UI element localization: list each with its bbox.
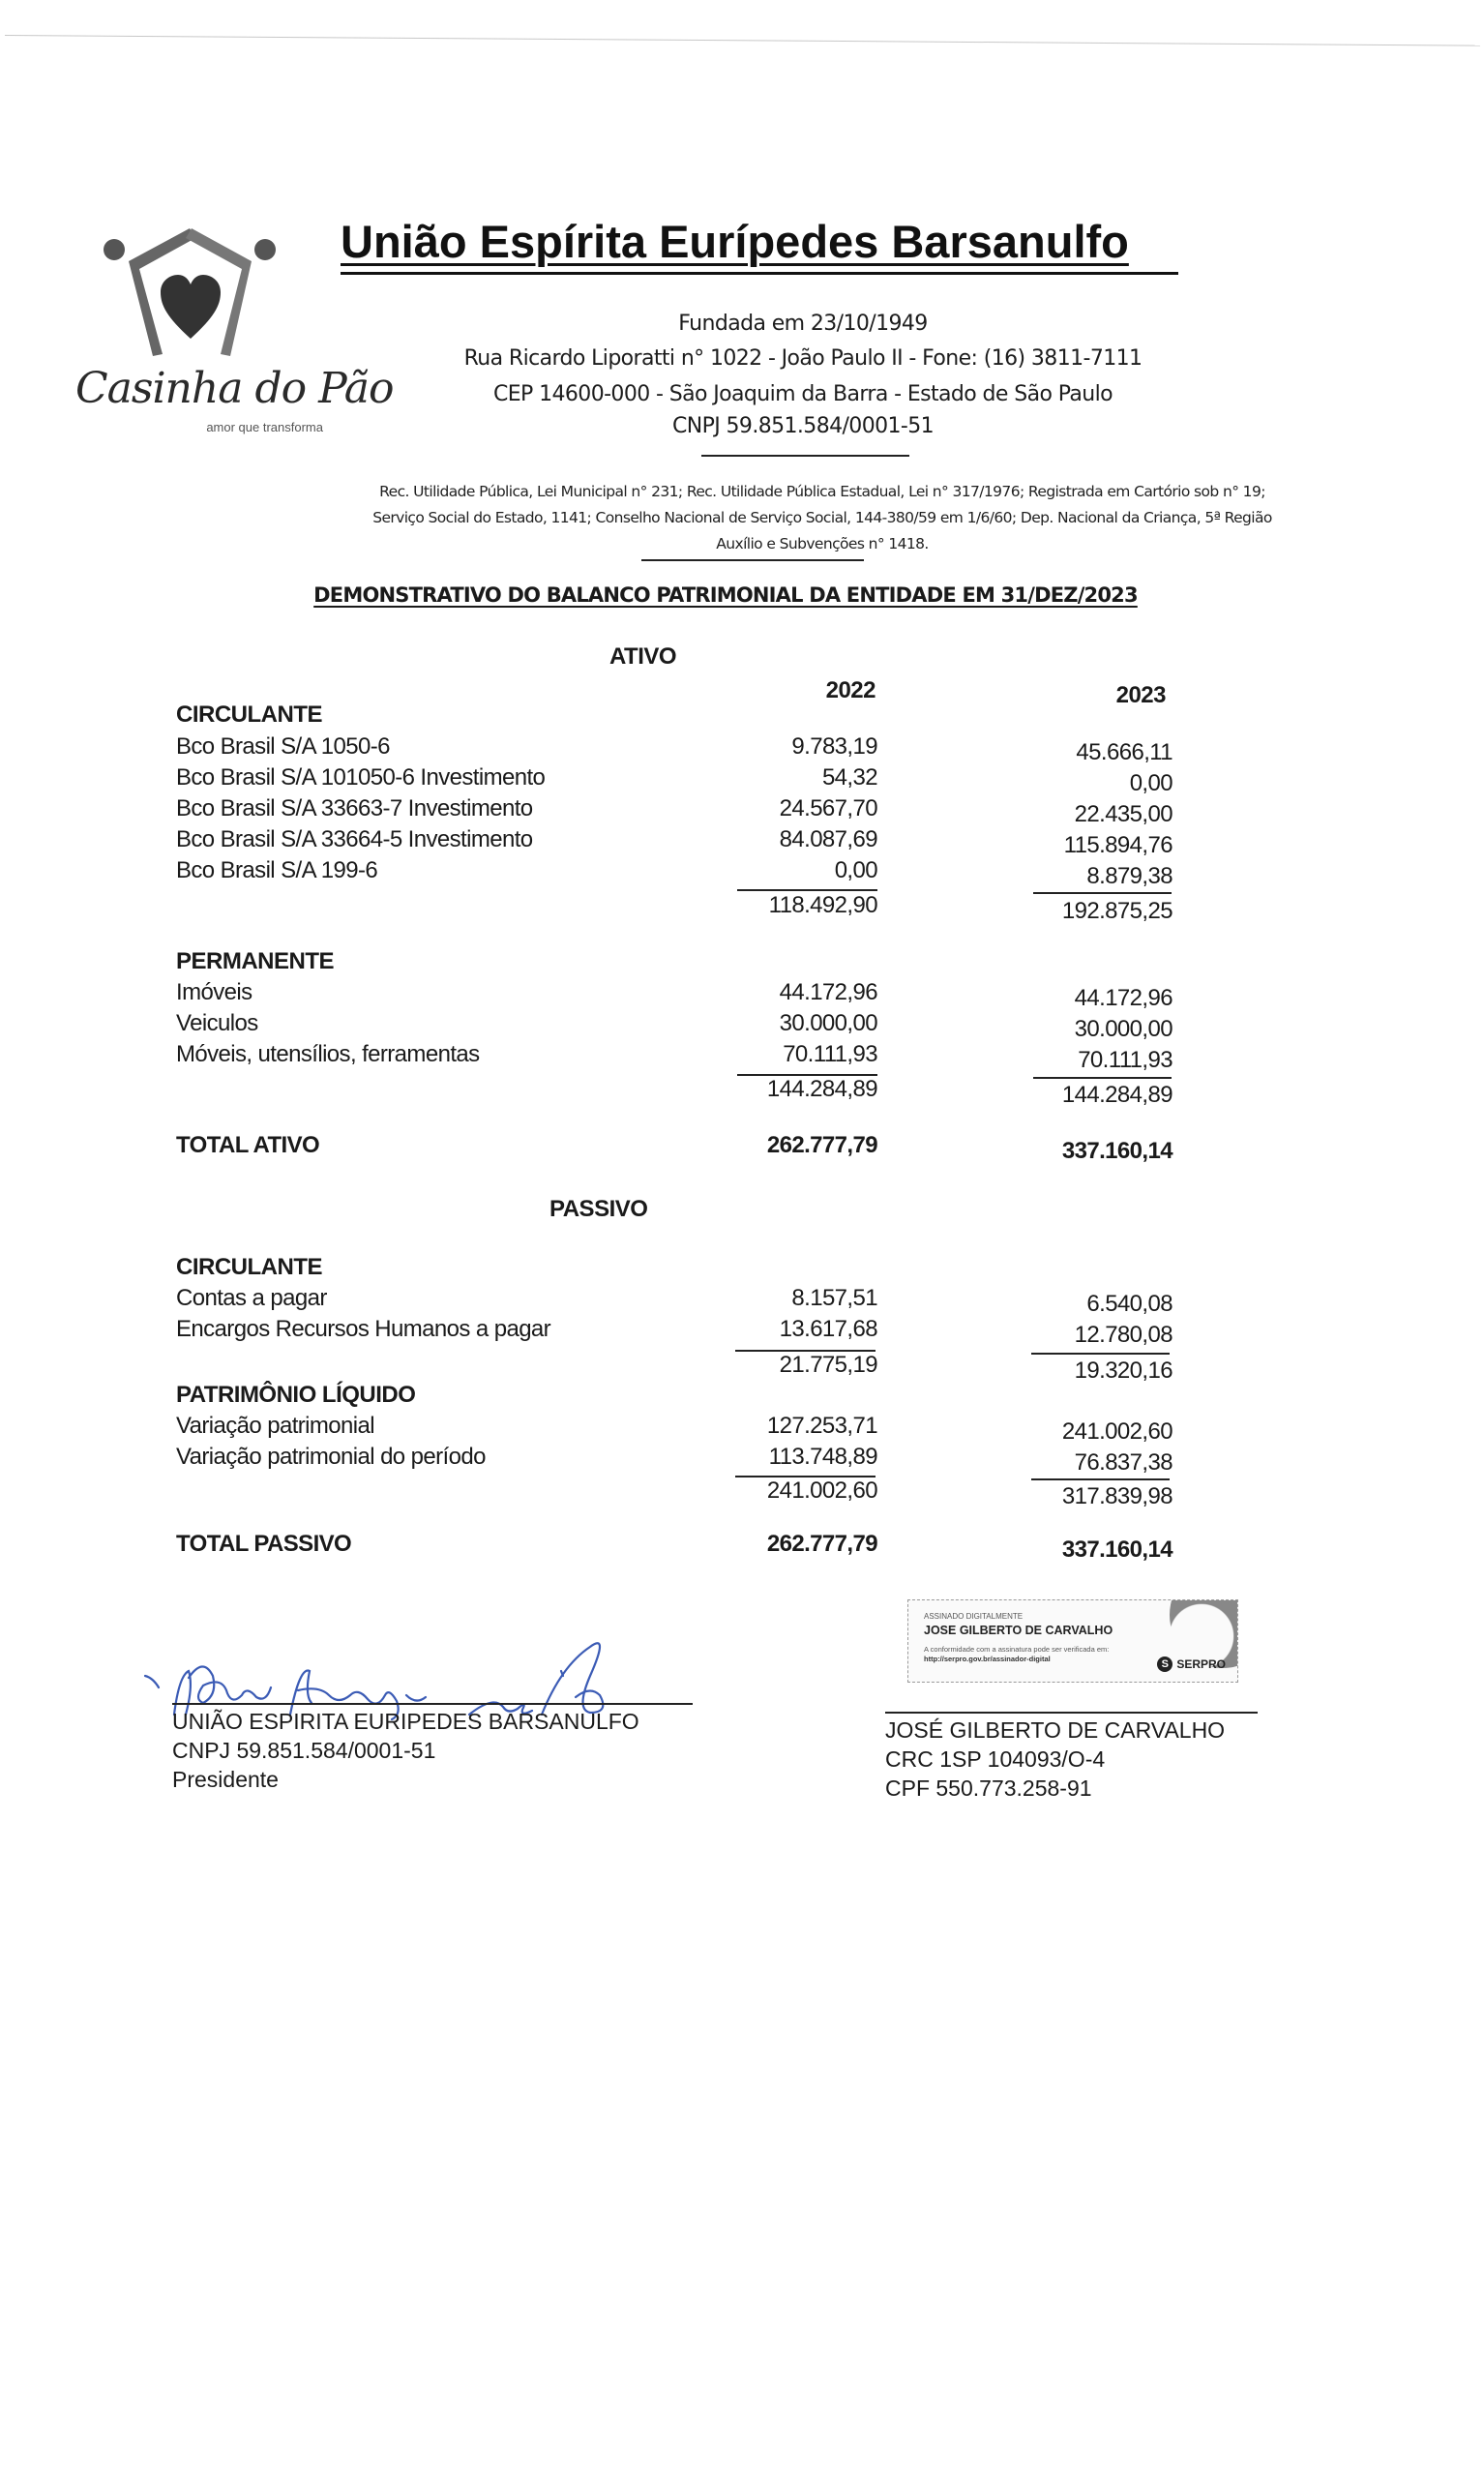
- table-row: Bco Brasil S/A 199-6 0,00 8.879,38: [176, 857, 1172, 889]
- table-row: Bco Brasil S/A 1050-6 9.783,19 45.666,11: [176, 733, 1172, 765]
- registration-line: Rec. Utilidade Pública, Lei Municipal n° 231; Rec. Utilidade Pública Estadual, Lei n° 317/1976; Registrada em Cartório sob n° 19;: [379, 483, 1265, 500]
- cnpj: CNPJ 59.851.584/0001-51: [671, 414, 935, 438]
- founded-date: Fundada em 23/10/1949: [678, 312, 928, 336]
- divider: [641, 559, 864, 561]
- subtotal-row: 144.284,89 144.284,89: [766, 1076, 1172, 1108]
- city-line: CEP 14600-000 - São Joaquim da Barra - Estado de São Paulo: [492, 382, 1113, 406]
- table-row: Bco Brasil S/A 33663-7 Investimento 24.567,70 22.435,00: [176, 795, 1172, 827]
- table-row: Móveis, utensílios, ferramentas 70.111,93 70.111,93: [176, 1041, 1172, 1073]
- total-ativo-row: TOTAL ATIVO 262.777,79 337.160,14: [176, 1132, 1172, 1164]
- permanente-heading: PERMANENTE: [176, 948, 335, 974]
- registration-line: Auxílio e Subvenções n° 1418.: [716, 535, 929, 552]
- serpro-brand: S SERPRO: [1157, 1656, 1226, 1672]
- subtotal-row: 241.002,60 317.839,98: [766, 1477, 1172, 1509]
- scan-edge-line: [5, 35, 1480, 46]
- stamp-signer: JOSE GILBERTO DE CARVALHO: [924, 1624, 1113, 1637]
- sum-rule: [737, 889, 877, 891]
- ativo-heading: ATIVO: [609, 643, 677, 670]
- table-row: Imóveis 44.172,96 44.172,96: [176, 979, 1172, 1011]
- subtotal-row: 118.492,90 192.875,25: [768, 892, 1172, 924]
- table-row: Encargos Recursos Humanos a pagar 13.617,68 12.780,08: [176, 1316, 1172, 1348]
- total-passivo-row: TOTAL PASSIVO 262.777,79 337.160,14: [176, 1531, 1172, 1563]
- column-2023: 2023: [1115, 682, 1166, 708]
- stamp-url[interactable]: http://serpro.gov.br/assinador-digital: [924, 1655, 1051, 1663]
- subtotal-row: 21.775,19 19.320,16: [779, 1352, 1172, 1384]
- ativo-circulante-heading: CIRCULANTE: [176, 701, 322, 728]
- logo-tagline: amor que transforma: [206, 420, 323, 434]
- organization-title: União Espírita Eurípedes Barsanulfo: [341, 216, 1129, 267]
- left-signer-cnpj: CNPJ 59.851.584/0001-51: [172, 1738, 436, 1763]
- table-row: Bco Brasil S/A 101050-6 Investimento 54,32 0,00: [176, 764, 1172, 796]
- right-signer-name: JOSÉ GILBERTO DE CARVALHO: [885, 1717, 1226, 1743]
- left-signer-name: UNIÃO ESPIRITA EURIPEDES BARSANULFO: [172, 1709, 639, 1734]
- column-2022: 2022: [825, 677, 876, 703]
- registrations: [310, 479, 1335, 557]
- stamp-label: ASSINADO DIGITALMENTE: [924, 1612, 1024, 1621]
- table-row: Veiculos 30.000,00 30.000,00: [176, 1010, 1172, 1042]
- passivo-heading: PASSIVO: [549, 1196, 648, 1222]
- left-signer-role: Presidente: [172, 1767, 279, 1792]
- title-double-rule: [341, 272, 1178, 275]
- logo-name: Casinha do Pão: [75, 364, 394, 413]
- registration-line: Serviço Social do Estado, 1141; Conselho Nacional de Serviço Social, 144-380/59 em 1/6/60; Dep. Nacional da Criança, 5ª Região: [372, 509, 1272, 526]
- table-row: Bco Brasil S/A 33664-5 Investimento 84.087,69 115.894,76: [176, 826, 1172, 858]
- right-signer-crc: CRC 1SP 104093/O-4: [885, 1746, 1106, 1772]
- table-row: Variação patrimonial do período 113.748,89 76.837,38: [176, 1444, 1172, 1476]
- house-heart-people-icon: [75, 221, 337, 366]
- logo: [75, 221, 394, 443]
- document-title: DEMONSTRATIVO DO BALANCO PATRIMONIAL DA ENTIDADE EM 31/DEZ/2023: [313, 583, 1138, 607]
- stamp-note: A conformidade com a assinatura pode ser verificada em:: [924, 1645, 1110, 1654]
- table-row: Variação patrimonial 127.253,71 241.002,60: [176, 1413, 1172, 1445]
- passivo-circulante-heading: CIRCULANTE: [176, 1254, 322, 1280]
- signature-line: [885, 1712, 1258, 1714]
- table-row: Contas a pagar 8.157,51 6.540,08: [176, 1285, 1172, 1317]
- signature-line: [172, 1703, 693, 1705]
- address: Rua Ricardo Liporatti n° 1022 - João Paulo II - Fone: (16) 3811-7111: [463, 346, 1143, 371]
- serpro-logo-icon: S: [1157, 1656, 1172, 1672]
- right-signer-cpf: CPF 550.773.258-91: [885, 1776, 1092, 1801]
- digital-signature-stamp: [907, 1599, 1238, 1683]
- patrimonio-liquido-heading: PATRIMÔNIO LÍQUIDO: [176, 1382, 416, 1408]
- divider: [701, 455, 909, 457]
